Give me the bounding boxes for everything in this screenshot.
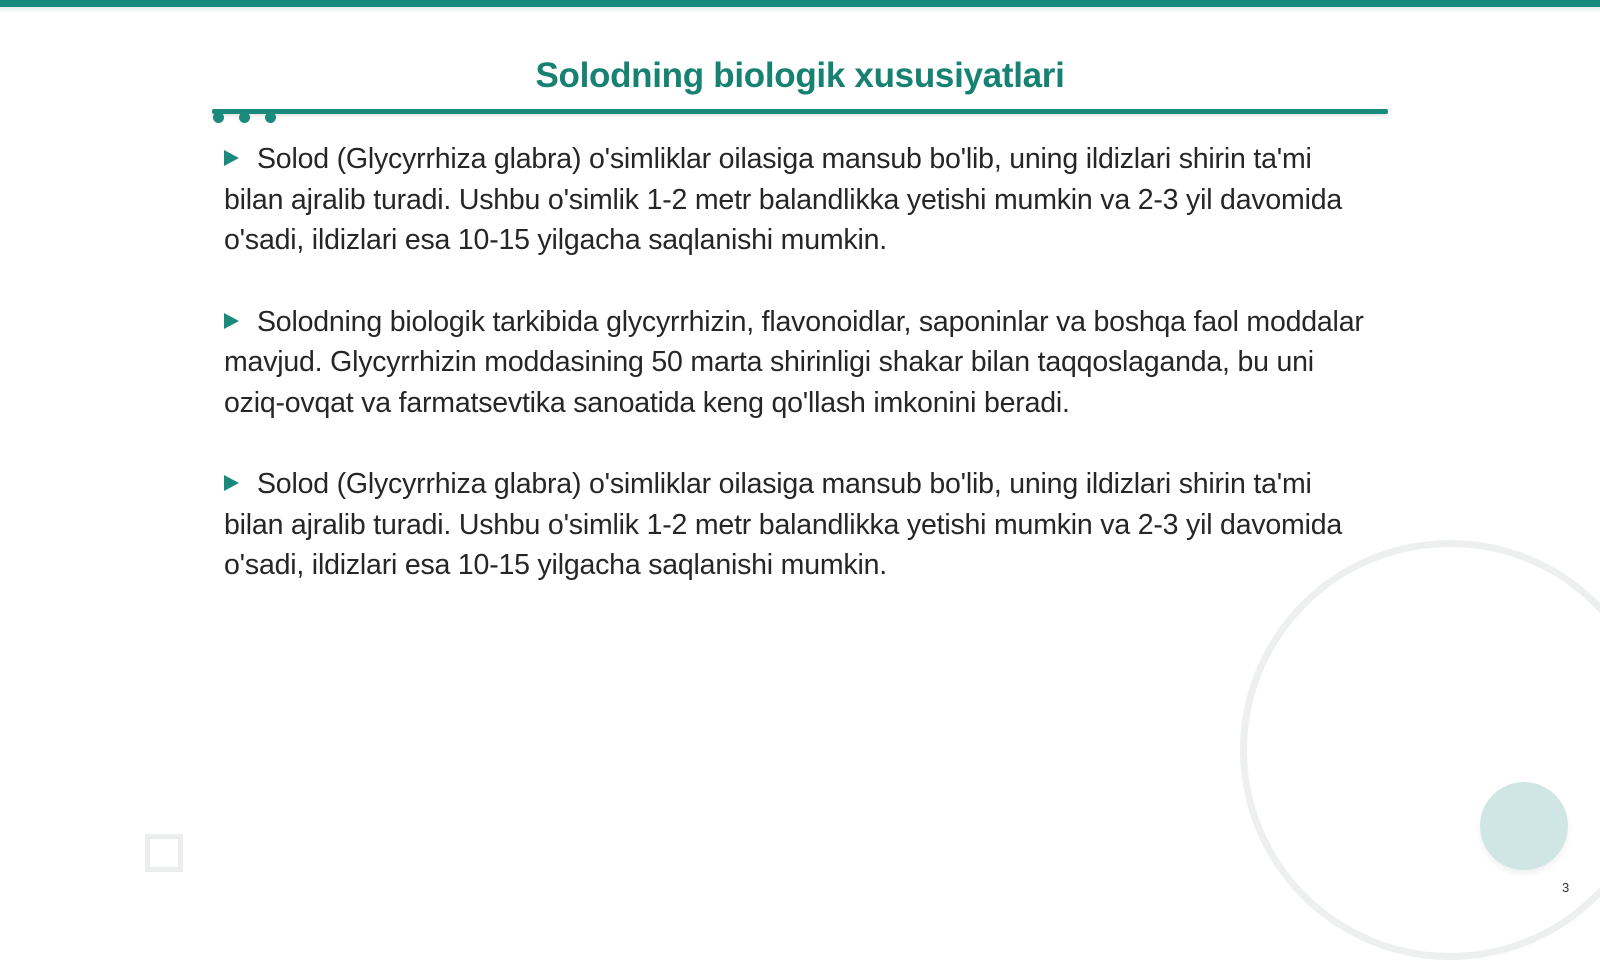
paragraph-text: Solod (Glycyrrhiza glabra) o'simliklar oilasiga mansub bo'lib, uning ildizlari shirin ta'mi bilan ajralib turadi. Ushbu o'simlik 1-2 metr balandlikka yetishi mumkin va 2-3 yil davomida o'sadi, ildizlari esa 10-15 yilgacha saqlanishi mumkin. [224,468,1343,581]
top-bar-shadow [0,7,1600,13]
bullet-paragraph [224,302,1364,424]
triangle-right-icon [224,313,239,329]
paragraph-text: Solodning biologik tarkibida glycyrrhizin, flavonoidlar, saponinlar va boshqa faol moddalar mavjud. Glycyrrhizin moddasining 50 marta shirinligi shakar bilan taqqoslaganda, bu uni oziq-ovqat va farmatsevtika sanoatida keng qo'llash imkonini beradi. [224,305,1364,419]
dot-icon [213,112,224,123]
triangle-right-icon [224,475,239,491]
slide-title: Solodning biologik xususiyatlari [535,56,1065,95]
title-underline [212,109,1388,114]
dot-icon [239,112,250,123]
slide-body [224,139,1364,627]
bullet-paragraph [224,139,1364,261]
top-accent-bar [0,0,1600,7]
triangle-right-icon [224,150,239,166]
bullet-paragraph [224,464,1364,586]
paragraph-text: Solod (Glycyrrhiza glabra) o'simliklar oilasiga mansub bo'lib, uning ildizlari shirin ta'mi bilan ajralib turadi. Ushbu o'simlik 1-2 metr balandlikka yetishi mumkin va 2-3 yil davomida o'sadi, ildizlari esa 10-15 yilgacha saqlanishi mumkin. [224,143,1343,256]
dot-icon [265,112,276,123]
page-number: 3 [1562,880,1570,895]
decorative-square [145,834,183,872]
decorative-circle [1480,782,1568,870]
decorative-dots [212,112,282,128]
